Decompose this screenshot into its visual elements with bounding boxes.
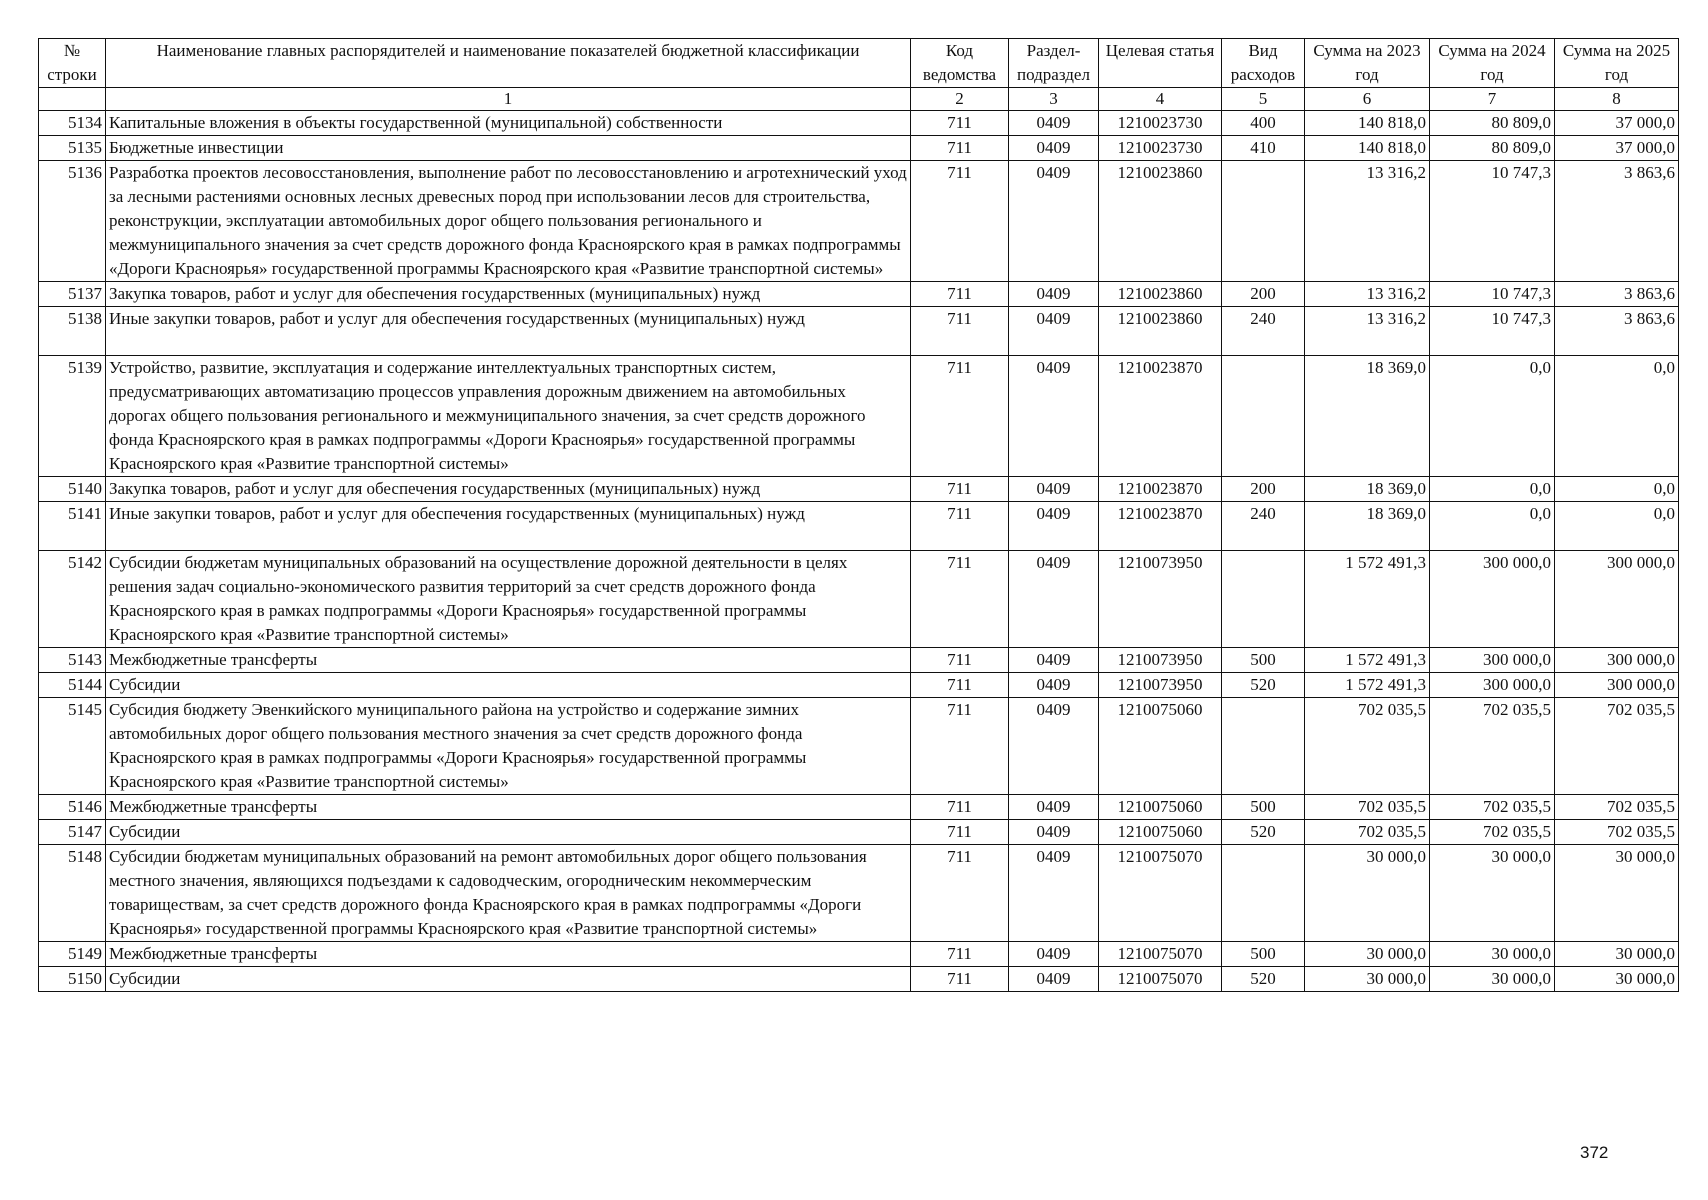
sum-2023: 13 316,2	[1305, 161, 1430, 282]
target-article: 1210023860	[1099, 307, 1222, 356]
table-row	[39, 698, 1679, 795]
sum-2024: 702 035,5	[1430, 698, 1555, 795]
table-row	[39, 282, 1679, 307]
column-number: 4	[1099, 88, 1222, 111]
table-header-row	[39, 39, 1679, 88]
sum-2024: 80 809,0	[1430, 136, 1555, 161]
sum-2023: 1 572 491,3	[1305, 648, 1430, 673]
sum-2024: 300 000,0	[1430, 673, 1555, 698]
section-code: 0409	[1009, 111, 1099, 136]
sum-2023: 13 316,2	[1305, 282, 1430, 307]
sum-2024: 0,0	[1430, 356, 1555, 477]
row-number: 5147	[39, 820, 106, 845]
sum-2025: 37 000,0	[1555, 111, 1679, 136]
sum-2024: 0,0	[1430, 502, 1555, 551]
table-row	[39, 502, 1679, 551]
section-code: 0409	[1009, 795, 1099, 820]
sum-2024: 300 000,0	[1430, 551, 1555, 648]
row-number: 5138	[39, 307, 106, 356]
department-code: 711	[911, 161, 1009, 282]
row-number: 5143	[39, 648, 106, 673]
target-article: 1210023870	[1099, 356, 1222, 477]
row-name: Разработка проектов лесовосстановления, выполнение работ по лесовосстановлению и агротехнический уход за лесными растениями основных лесных древесных пород при использовании лесов для строительства, реконструкции, эксплуатации автомобильных дорог общего пользования регионального и межмуниципального значения за счет средств дорожного фонда Красноярского края в рамках подпрограммы «Дороги Красноярья» государственной программы Красноярского края «Развитие транспортной системы»	[106, 161, 911, 282]
row-name: Закупка товаров, работ и услуг для обеспечения государственных (муниципальных) нужд	[106, 477, 911, 502]
row-number: 5150	[39, 967, 106, 992]
target-article: 1210023730	[1099, 136, 1222, 161]
target-article: 1210023870	[1099, 477, 1222, 502]
target-article: 1210073950	[1099, 648, 1222, 673]
expense-type: 240	[1222, 307, 1305, 356]
department-code: 711	[911, 136, 1009, 161]
department-code: 711	[911, 477, 1009, 502]
department-code: 711	[911, 551, 1009, 648]
target-article: 1210073950	[1099, 673, 1222, 698]
sum-2023: 18 369,0	[1305, 356, 1430, 477]
header-row-number: № строки	[39, 39, 106, 88]
department-code: 711	[911, 942, 1009, 967]
row-name: Субсидии	[106, 967, 911, 992]
sum-2023: 30 000,0	[1305, 942, 1430, 967]
header-name: Наименование главных распорядителей и наименование показателей бюджетной классификации	[106, 39, 911, 88]
sum-2025: 30 000,0	[1555, 942, 1679, 967]
department-code: 711	[911, 698, 1009, 795]
row-number: 5136	[39, 161, 106, 282]
target-article: 1210073950	[1099, 551, 1222, 648]
table-body	[39, 111, 1679, 992]
department-code: 711	[911, 795, 1009, 820]
sum-2025: 300 000,0	[1555, 648, 1679, 673]
column-number: 1	[106, 88, 911, 111]
row-name: Закупка товаров, работ и услуг для обеспечения государственных (муниципальных) нужд	[106, 282, 911, 307]
expense-type: 200	[1222, 282, 1305, 307]
department-code: 711	[911, 111, 1009, 136]
sum-2023: 1 572 491,3	[1305, 673, 1430, 698]
sum-2023: 13 316,2	[1305, 307, 1430, 356]
table-row	[39, 356, 1679, 477]
section-code: 0409	[1009, 161, 1099, 282]
row-name: Иные закупки товаров, работ и услуг для обеспечения государственных (муниципальных) нужд	[106, 307, 911, 356]
sum-2023: 30 000,0	[1305, 967, 1430, 992]
section-code: 0409	[1009, 673, 1099, 698]
column-number: 8	[1555, 88, 1679, 111]
section-code: 0409	[1009, 648, 1099, 673]
section-code: 0409	[1009, 356, 1099, 477]
sum-2023: 140 818,0	[1305, 136, 1430, 161]
budget-table-sheet	[38, 38, 1678, 992]
department-code: 711	[911, 845, 1009, 942]
row-number: 5142	[39, 551, 106, 648]
column-number	[39, 88, 106, 111]
sum-2024: 10 747,3	[1430, 307, 1555, 356]
expense-type: 500	[1222, 942, 1305, 967]
sum-2025: 300 000,0	[1555, 673, 1679, 698]
target-article: 1210023860	[1099, 161, 1222, 282]
section-code: 0409	[1009, 845, 1099, 942]
sum-2024: 0,0	[1430, 477, 1555, 502]
expense-type	[1222, 845, 1305, 942]
expense-type	[1222, 698, 1305, 795]
sum-2025: 0,0	[1555, 356, 1679, 477]
table-row	[39, 477, 1679, 502]
sum-2024: 10 747,3	[1430, 161, 1555, 282]
expense-type: 500	[1222, 795, 1305, 820]
sum-2024: 702 035,5	[1430, 795, 1555, 820]
target-article: 1210023860	[1099, 282, 1222, 307]
department-code: 711	[911, 673, 1009, 698]
header-sum-2025: Сумма на 2025 год	[1555, 39, 1679, 88]
row-name: Капитальные вложения в объекты государственной (муниципальной) собственности	[106, 111, 911, 136]
department-code: 711	[911, 820, 1009, 845]
expense-type: 400	[1222, 111, 1305, 136]
target-article: 1210075070	[1099, 845, 1222, 942]
sum-2023: 18 369,0	[1305, 502, 1430, 551]
row-number: 5135	[39, 136, 106, 161]
sum-2024: 30 000,0	[1430, 967, 1555, 992]
target-article: 1210075060	[1099, 820, 1222, 845]
section-code: 0409	[1009, 967, 1099, 992]
row-name: Межбюджетные трансферты	[106, 942, 911, 967]
row-name: Устройство, развитие, эксплуатация и содержание интеллектуальных транспортных систем, предусматривающих автоматизацию процессов управления дорожным движением на автомобильных дорогах общего пользования регионального и межмуниципального значения, за счет средств дорожного фонда Красноярского края в рамках подпрограммы «Дороги Красноярья» государственной программы Красноярского края «Развитие транспортной системы»	[106, 356, 911, 477]
sum-2024: 702 035,5	[1430, 820, 1555, 845]
row-name: Субсидии	[106, 673, 911, 698]
table-row	[39, 551, 1679, 648]
sum-2024: 10 747,3	[1430, 282, 1555, 307]
table-row	[39, 307, 1679, 356]
expense-type: 520	[1222, 967, 1305, 992]
target-article: 1210023870	[1099, 502, 1222, 551]
column-number-row	[39, 88, 1679, 111]
expense-type: 520	[1222, 820, 1305, 845]
sum-2023: 1 572 491,3	[1305, 551, 1430, 648]
department-code: 711	[911, 356, 1009, 477]
sum-2025: 702 035,5	[1555, 698, 1679, 795]
table-row	[39, 136, 1679, 161]
header-expense-type: Вид расходов	[1222, 39, 1305, 88]
budget-table	[38, 38, 1679, 992]
row-number: 5144	[39, 673, 106, 698]
sum-2023: 18 369,0	[1305, 477, 1430, 502]
sum-2024: 80 809,0	[1430, 111, 1555, 136]
section-code: 0409	[1009, 698, 1099, 795]
column-number: 2	[911, 88, 1009, 111]
sum-2025: 37 000,0	[1555, 136, 1679, 161]
sum-2025: 30 000,0	[1555, 967, 1679, 992]
expense-type	[1222, 161, 1305, 282]
table-row	[39, 820, 1679, 845]
expense-type: 520	[1222, 673, 1305, 698]
row-number: 5140	[39, 477, 106, 502]
sum-2024: 300 000,0	[1430, 648, 1555, 673]
sum-2023: 702 035,5	[1305, 820, 1430, 845]
table-row	[39, 967, 1679, 992]
expense-type: 410	[1222, 136, 1305, 161]
row-number: 5141	[39, 502, 106, 551]
expense-type	[1222, 356, 1305, 477]
row-number: 5145	[39, 698, 106, 795]
department-code: 711	[911, 307, 1009, 356]
target-article: 1210075070	[1099, 942, 1222, 967]
table-row	[39, 673, 1679, 698]
table-row	[39, 648, 1679, 673]
row-number: 5148	[39, 845, 106, 942]
row-name: Межбюджетные трансферты	[106, 648, 911, 673]
header-department-code: Код ведомства	[911, 39, 1009, 88]
department-code: 711	[911, 648, 1009, 673]
expense-type: 200	[1222, 477, 1305, 502]
header-target-article: Целевая статья	[1099, 39, 1222, 88]
section-code: 0409	[1009, 942, 1099, 967]
section-code: 0409	[1009, 282, 1099, 307]
department-code: 711	[911, 967, 1009, 992]
row-number: 5137	[39, 282, 106, 307]
row-number: 5134	[39, 111, 106, 136]
expense-type	[1222, 551, 1305, 648]
section-code: 0409	[1009, 551, 1099, 648]
sum-2025: 3 863,6	[1555, 161, 1679, 282]
department-code: 711	[911, 502, 1009, 551]
column-number: 7	[1430, 88, 1555, 111]
expense-type: 500	[1222, 648, 1305, 673]
sum-2023: 702 035,5	[1305, 698, 1430, 795]
sum-2024: 30 000,0	[1430, 942, 1555, 967]
target-article: 1210023730	[1099, 111, 1222, 136]
row-number: 5149	[39, 942, 106, 967]
page-number: 372	[1580, 1143, 1609, 1162]
row-name: Иные закупки товаров, работ и услуг для обеспечения государственных (муниципальных) нужд	[106, 502, 911, 551]
table-row	[39, 795, 1679, 820]
row-name: Субсидии	[106, 820, 911, 845]
sum-2025: 3 863,6	[1555, 307, 1679, 356]
header-section: Раздел-подраздел	[1009, 39, 1099, 88]
header-sum-2023: Сумма на 2023 год	[1305, 39, 1430, 88]
sum-2024: 30 000,0	[1430, 845, 1555, 942]
row-number: 5139	[39, 356, 106, 477]
row-name: Субсидии бюджетам муниципальных образований на ремонт автомобильных дорог общего пользования местного значения, являющихся подъездами к садоводческим, огородническим некоммерческим товариществам, за счет средств дорожного фонда Красноярского края в рамках подпрограммы «Дороги Красноярья» государственной программы Красноярского края «Развитие транспортной системы»	[106, 845, 911, 942]
column-number: 3	[1009, 88, 1099, 111]
section-code: 0409	[1009, 477, 1099, 502]
sum-2025: 0,0	[1555, 477, 1679, 502]
section-code: 0409	[1009, 820, 1099, 845]
section-code: 0409	[1009, 307, 1099, 356]
column-number: 6	[1305, 88, 1430, 111]
column-number: 5	[1222, 88, 1305, 111]
expense-type: 240	[1222, 502, 1305, 551]
table-row	[39, 161, 1679, 282]
row-name: Субсидии бюджетам муниципальных образований на осуществление дорожной деятельности в целях решения задач социально-экономического развития территорий за счет средств дорожного фонда Красноярского края в рамках подпрограммы «Дороги Красноярья» государственной программы Красноярского края «Развитие транспортной системы»	[106, 551, 911, 648]
sum-2025: 30 000,0	[1555, 845, 1679, 942]
section-code: 0409	[1009, 502, 1099, 551]
sum-2025: 0,0	[1555, 502, 1679, 551]
sum-2023: 140 818,0	[1305, 111, 1430, 136]
sum-2025: 3 863,6	[1555, 282, 1679, 307]
header-sum-2024: Сумма на 2024 год	[1430, 39, 1555, 88]
row-number: 5146	[39, 795, 106, 820]
row-name: Субсидия бюджету Эвенкийского муниципального района на устройство и содержание зимних автомобильных дорог общего пользования местного значения за счет средств дорожного фонда Красноярского края в рамках подпрограммы «Дороги Красноярья» государственной программы Красноярского края «Развитие транспортной системы»	[106, 698, 911, 795]
sum-2025: 702 035,5	[1555, 820, 1679, 845]
sum-2025: 300 000,0	[1555, 551, 1679, 648]
sum-2023: 702 035,5	[1305, 795, 1430, 820]
row-name: Межбюджетные трансферты	[106, 795, 911, 820]
department-code: 711	[911, 282, 1009, 307]
table-row	[39, 111, 1679, 136]
table-row	[39, 942, 1679, 967]
sum-2023: 30 000,0	[1305, 845, 1430, 942]
sum-2025: 702 035,5	[1555, 795, 1679, 820]
row-name: Бюджетные инвестиции	[106, 136, 911, 161]
table-row	[39, 845, 1679, 942]
target-article: 1210075060	[1099, 795, 1222, 820]
target-article: 1210075070	[1099, 967, 1222, 992]
section-code: 0409	[1009, 136, 1099, 161]
target-article: 1210075060	[1099, 698, 1222, 795]
